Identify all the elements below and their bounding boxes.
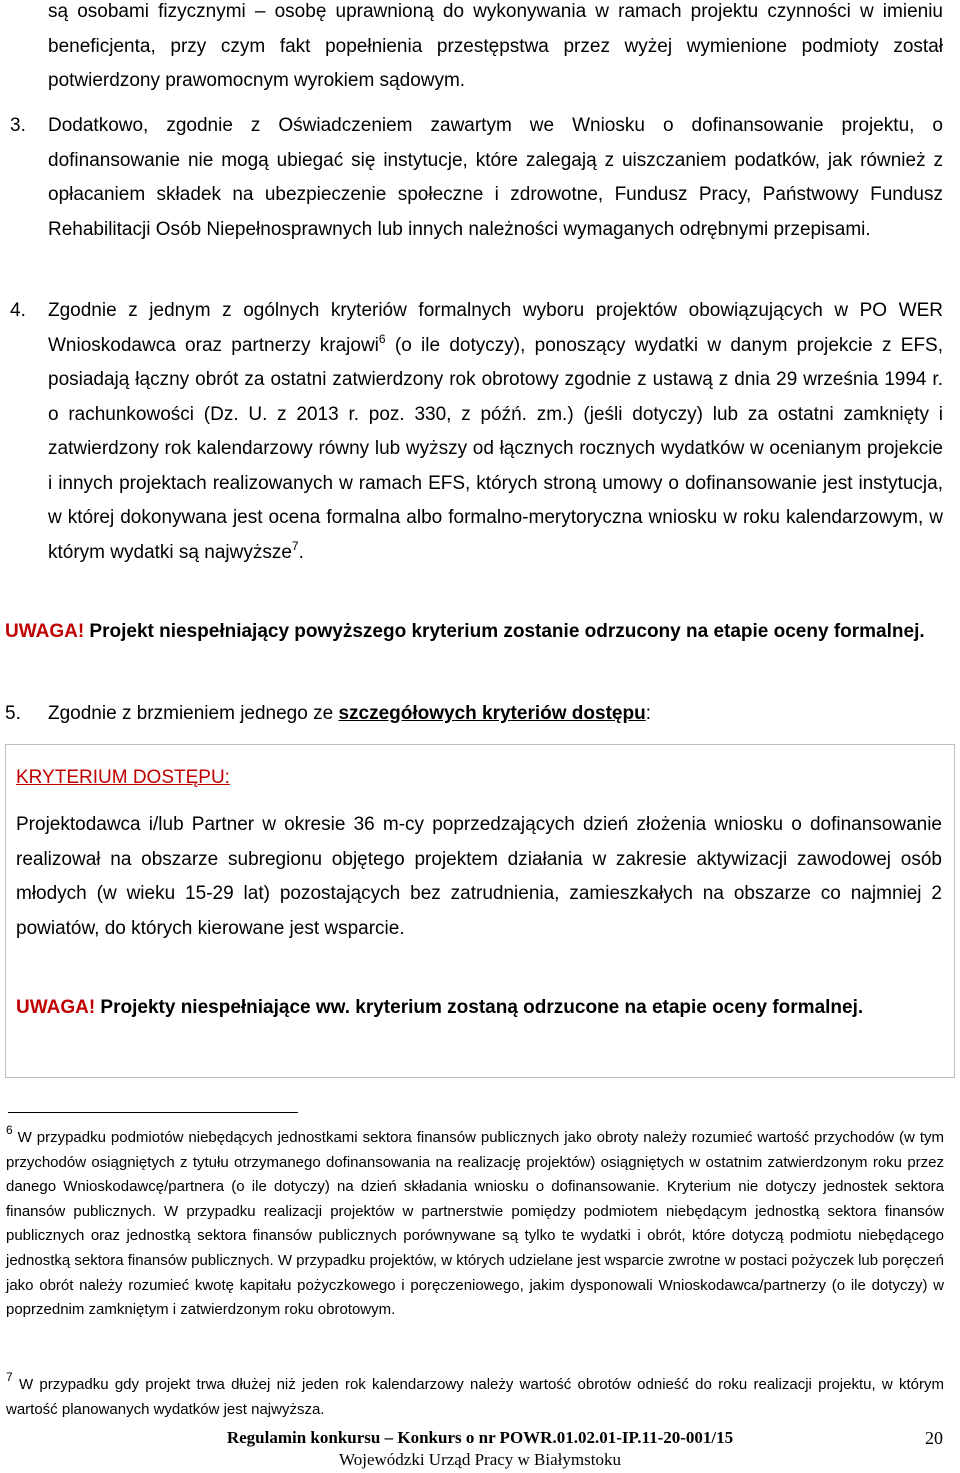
criteria-link[interactable]: szczegółowych kryteriów dostępu — [338, 703, 646, 724]
warning-text: Projekty niespełniające ww. kryterium zostaną odrzucone na etapie oceny formalnej. — [95, 997, 864, 1018]
list-item-text: Dodatkowo, zgodnie z Oświadczeniem zawartym we Wniosku o dofinansowanie projektu, o dofinansowanie nie mogą ubiegać się instytucje, które zalegają z uiszczaniem podatków, jak również z opłacaniem składek na ubezpieczenie społeczne i zdrowotne, Fundusz Pracy, Państwowy Fundusz Rehabilitacji Osób Niepełnosprawnych lub innych należności wymaganych odrębnymi przepisami. — [48, 115, 943, 240]
list-number: 3. — [10, 115, 26, 136]
list-item-text: Zgodnie z jednym z ogólnych kryteriów formalnych wyboru projektów obowiązujących w PO WER Wnioskodawca oraz partnerzy krajowi — [48, 300, 943, 356]
footer-title: Regulamin konkursu – Konkurs o nr POWR.01.02.01-IP.11-20-001/15 — [226, 1428, 734, 1447]
footnote-mark: 6 — [6, 1123, 13, 1137]
footnote-separator — [8, 1112, 298, 1113]
list-item-text: (o ile dotyczy), ponoszący wydatki w danym projekcie z EFS, posiadają łączny obrót za ostatni zatwierdzony rok obrotowy zgodnie z ustawą z dnia 29 września 1994 r. o rachunkowości (Dz. U. z 2013 r. poz. 330, z późń. zm.) (jeśli dotyczy) lub za ostatni zamknięty i zatwierdzony rok kalendarzowy równy lub wyższy od łącznych rocznych wydatków w ocenianym projekcie i innych projektach realizowanych w ramach EFS, których stroną umowy o dofinansowanie jest instytucja, w której dokonywana jest ocena formalna albo formalno-merytoryczna wniosku w roku kalendarzowym, w którym wydatki są najwyższe — [48, 334, 943, 563]
footnote-text: W przypadku gdy projekt trwa dłużej niż jeden rok kalendarzowy należy wartość obrotów odnieść do roku realizacji projektu, w którym wartość planowanych wydatków jest najwyższa. — [6, 1376, 944, 1418]
footnote-ref-7[interactable]: 7 — [291, 538, 299, 553]
warning-text: Projekt niespełniający powyższego kryterium zostanie odrzucony na etapie oceny formalnej. — [84, 621, 925, 642]
footnote-ref-6[interactable]: 6 — [378, 331, 386, 346]
footer-institution: Wojewódzki Urząd Pracy w Białymstoku — [339, 1450, 621, 1469]
continuation-paragraph — [48, 0, 943, 99]
list-number: 4. — [10, 300, 26, 321]
warning-paragraph — [5, 615, 943, 650]
criterion-heading-row — [16, 761, 942, 796]
footnote-mark: 7 — [6, 1370, 13, 1384]
footnote-text: W przypadku podmiotów niebędących jednostkami sektora finansów publicznych jako obroty należy rozumieć wartość przychodów (w tym przychodów osiągniętych z tytułu otrzymanego dofinansowania na realizację projektów) osiągniętych w ostatnim zatwierdzonym roku przez danego Wnioskodawcę/partnera (o ile dotyczy) na dzień składania wniosku o dofinansowanie. Kryterium nie dotyczy jednostek sektora finansów publicznych. W przypadku realizacji projektów w partnerstwie pomiędzy podmiotem niebędącym jednostką sektora finansów publicznych oraz jednostką sektora finansów publicznych porównywane są tylko te wydatki i obrót, które dotyczą podmiotu niebędącego jednostką sektora finansów publicznych. W przypadku projektów, w których udzielane jest wsparcie zwrotne w postaci pożyczek lub poręczeń jako obrót należy rozumieć kwotę kapitału pożyczkowego i poręczeniowego, jakim dysponowali Wnioskodawca/partnerzy (o ile dotyczy) w poprzednim zamkniętym i zatwierdzonym roku obrotowym. — [6, 1129, 944, 1319]
criterion-heading: KRYTERIUM DOSTĘPU: — [16, 767, 230, 788]
warning-label: UWAGA! — [16, 997, 96, 1018]
criterion-text: Projektodawca i/lub Partner w okresie 36 m-cy poprzedzających dzień złożenia wniosku o dofinansowanie realizował na obszarze subregionu objętego projektem działania w zakresie aktywizacji zawodowej osób młodych (w wieku 15-29 lat) pozostających bez zatrudnienia, zamieszkałych na obszarze co najmniej 2 powiatów, do których kierowane jest wsparcie. — [16, 814, 942, 939]
page-number: 20 — [925, 1428, 943, 1448]
list-item-5: 5. Zgodnie z brzmieniem jednego ze szczegółowych kryteriów dostępu: — [48, 697, 943, 732]
warning-label: UWAGA! — [5, 621, 85, 642]
criterion-text-block — [16, 808, 942, 946]
list-item-4: 4. Zgodnie z jednym z ogólnych kryteriów formalnych wyboru projektów obowiązujących w PO WER Wnioskodawca oraz partnerzy krajowi$^6$ (o ile dotyczy), ponoszący wydatki w danym projekcie z EFS, posiadają łączny obrót za ostatni zatwierdzony rok obrotowy zgodnie z ustawą z dnia 29 września 1994 r. o rachunkowości (Dz. U. z 2013 r. poz. 330, z późń. zm.) (jeśli dotyczy) lub za ostatni zamknięty i zatwierdzony rok kalendarzowy równy lub wyższy od łącznych rocznych wydatków w ocenianym projekcie i innych projektach realizowanych w ramach EFS, których stroną umowy o dofinansowanie jest instytucja, w której dokonywana jest ocena formalna albo formalno-merytoryczna wniosku w roku kalendarzowym, w którym wydatki są najwyższe$^7$. — [48, 294, 943, 570]
criterion-warning — [16, 991, 942, 1026]
footnote-6 — [6, 1123, 944, 1323]
footnote-7 — [6, 1370, 944, 1422]
criterion-box — [5, 744, 955, 1078]
list-number: 5. — [5, 703, 21, 724]
continuation-text: są osobami fizycznymi – osobę uprawnioną do wykonywania w ramach projektu czynności w imieniu beneficjenta, przy czym fakt popełnienia przestępstwa przez wyżej wymienione podmioty został potwierdzony prawomocnym wyrokiem sądowym. — [48, 1, 943, 91]
list-item-3 — [10, 109, 943, 247]
